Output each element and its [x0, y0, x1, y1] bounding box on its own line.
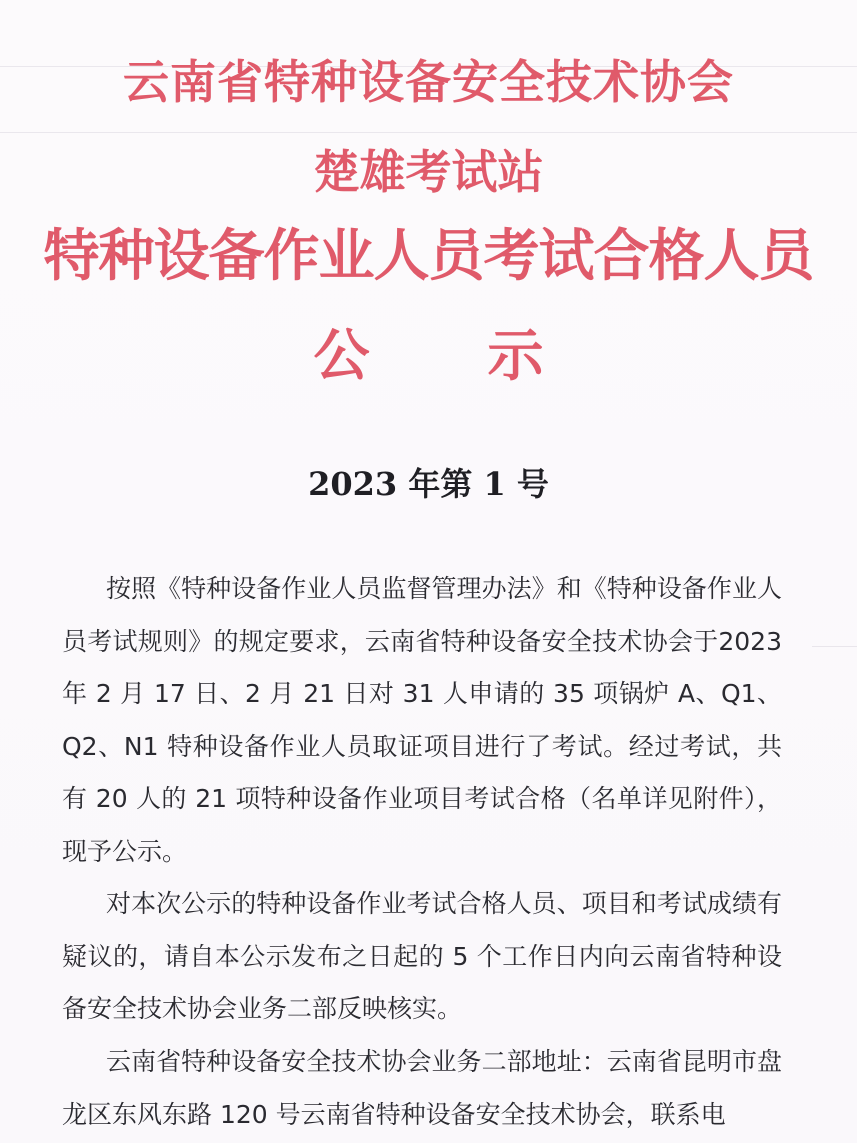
document-number: 2023 年第 1 号	[308, 465, 549, 503]
paragraph-objection-notice	[62, 878, 782, 1036]
scan-artifact-line	[812, 646, 857, 647]
scan-artifact-line	[0, 132, 857, 133]
notice-heading	[0, 318, 857, 394]
exam-station-title: 楚雄考试站	[313, 145, 544, 199]
paragraph-text: 按照《特种设备作业人员监督管理办法》和《特种设备作业人员考试规则》的规定要求，云南省特种设备安全技术协会于2023 年 2 月 17 日、2 月 21 日对 31 人申请的 35 项锅炉 A、Q1、Q2、N1 特种设备作业人员取证项目进行了考试。经过考试，共有 20 人的 21 项特种设备作业项目考试合格（名单详见附件），现予公示。	[62, 574, 782, 866]
organization-title: 云南省特种设备安全技术协会	[123, 55, 734, 109]
paragraph-contact-address	[62, 1036, 782, 1141]
notice-char-1: 公	[313, 323, 370, 389]
paragraph-text: 云南省特种设备安全技术协会业务二部地址：云南省昆明市盘龙区东风东路 120 号云南省特种设备安全技术协会，联系电	[62, 1047, 782, 1129]
paragraph-text: 对本次公示的特种设备作业考试合格人员、项目和考试成绩有疑议的，请自本公示发布之日起的 5 个工作日内向云南省特种设备安全技术协会业务二部反映核实。	[62, 889, 782, 1023]
paragraph-exam-summary	[62, 563, 782, 878]
notice-char-2: 示	[487, 323, 544, 389]
document-title: 特种设备作业人员考试合格人员	[43, 223, 814, 289]
